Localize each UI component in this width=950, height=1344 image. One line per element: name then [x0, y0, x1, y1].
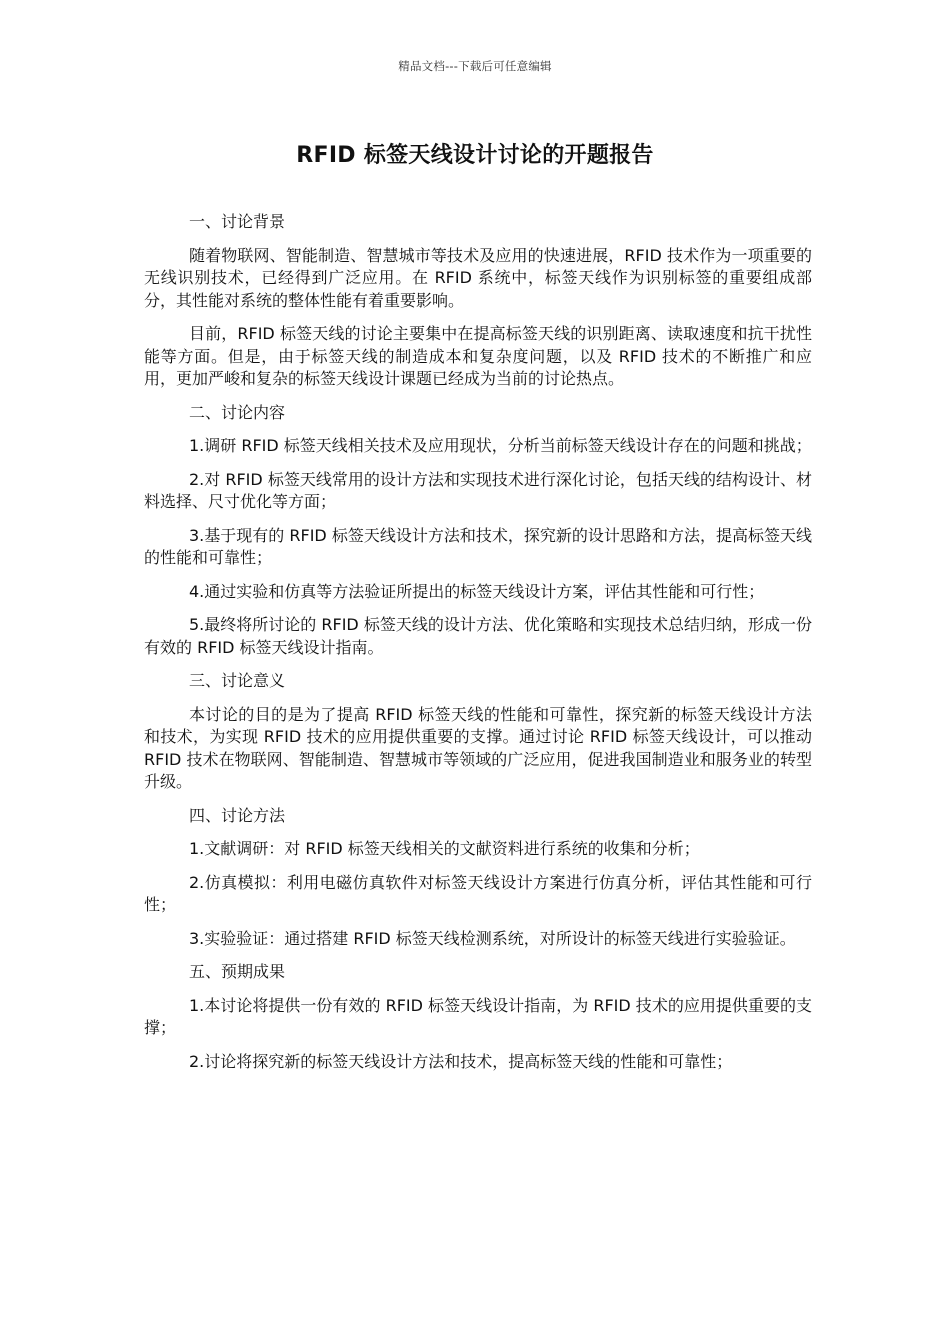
section-heading: 三、讨论意义 — [189, 671, 286, 690]
section-background — [144, 211, 812, 391]
section-content — [144, 402, 812, 660]
list-item: 1.调研 RFID 标签天线相关技术及应用现状，分析当前标签天线设计存在的问题和挑战； — [189, 436, 812, 455]
section-heading: 一、讨论背景 — [189, 212, 286, 231]
list-item: 4.通过实验和仿真等方法验证所提出的标签天线设计方案，评估其性能和可行性； — [189, 581, 765, 601]
section-heading: 五、预期成果 — [189, 962, 286, 981]
list-item: 3.基于现有的 RFID 标签天线设计方法和技术，探究新的设计思路和方法，提高标签天线的性能和可靠性； — [144, 525, 812, 567]
list-item: 2.讨论将探究新的标签天线设计方法和技术，提高标签天线的性能和可靠性； — [189, 1051, 733, 1071]
section-expected-results — [144, 961, 812, 1073]
document-body — [144, 211, 812, 1084]
list-item: 5.最终将所讨论的 RFID 标签天线的设计方法、优化策略和实现技术总结归纳，形成一份有效的 RFID 标签天线设计指南。 — [144, 615, 812, 657]
list-item: 1.本讨论将提供一份有效的 RFID 标签天线设计指南，为 RFID 技术的应用提供重要的支撑； — [144, 995, 812, 1037]
section-significance — [144, 670, 812, 794]
section-heading: 四、讨论方法 — [189, 805, 286, 825]
paragraph: 本讨论的目的是为了提高 RFID 标签天线的性能和可靠性，探究新的标签天线设计方法和技术，为实现 RFID 技术的应用提供重要的支撑。通过讨论 RFID 标签天线设计，可以推动 RFID 技术在物联网、智能制造、智慧城市等领域的广泛应用，促进我国制造业和服务业的转型升级。 — [144, 704, 812, 791]
list-item: 2.对 RFID 标签天线常用的设计方法和实现技术进行深化讨论，包括天线的结构设计、材料选择、尺寸优化等方面； — [144, 469, 812, 511]
section-methods — [144, 805, 812, 951]
page-watermark: 精品文档---下载后可任意编辑 — [398, 59, 552, 73]
list-item: 1.文献调研：对 RFID 标签天线相关的文献资料进行系统的收集和分析； — [189, 839, 700, 858]
paragraph: 随着物联网、智能制造、智慧城市等技术及应用的快速进展，RFID 技术作为一项重要的无线识别技术，已经得到广泛应用。在 RFID 系统中，标签天线作为识别标签的重要组成部分，其性能对系统的整体性能有着重要影响。 — [144, 245, 812, 310]
list-item: 3.实验验证：通过搭建 RFID 标签天线检测系统，对所设计的标签天线进行实验验证。 — [189, 928, 796, 948]
document-title: RFID 标签天线设计讨论的开题报告 — [296, 143, 654, 168]
section-heading: 二、讨论内容 — [189, 402, 286, 422]
list-item: 2.仿真模拟：利用电磁仿真软件对标签天线设计方案进行仿真分析，评估其性能和可行性； — [144, 872, 812, 914]
paragraph: 目前，RFID 标签天线的讨论主要集中在提高标签天线的识别距离、读取速度和抗干扰性能等方面。但是，由于标签天线的制造成本和复杂度问题，以及 RFID 技术的不断推广和应用，更加严峻和复杂的标签天线设计课题已经成为当前的讨论热点。 — [144, 324, 812, 388]
